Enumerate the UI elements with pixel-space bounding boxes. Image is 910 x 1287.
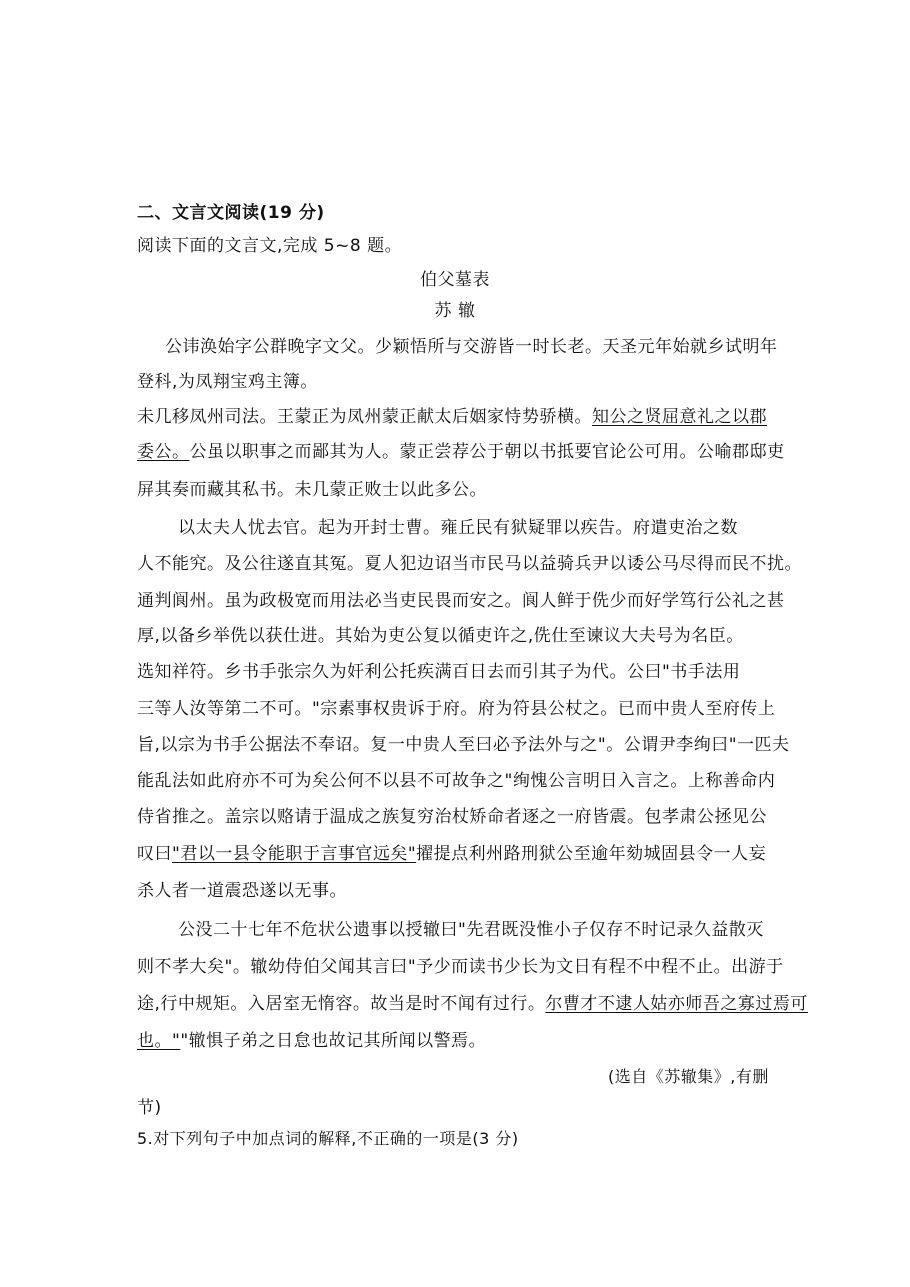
section-title: 二、文言文阅读(19 分) xyxy=(137,203,325,223)
underlined-sentence: 委公。 xyxy=(137,442,190,462)
paragraph-line xyxy=(137,992,808,1016)
paragraph-line xyxy=(137,440,785,464)
paragraph-line: 公讳涣始字公群晚字文父。少颖悟所与交游皆一时长老。天圣元年始就乡试明年 xyxy=(165,337,778,357)
paragraph-line: 则不孝大矣"。辙幼侍伯父闻其言曰"予少而读书少长为文日有程不中程不止。出游于 xyxy=(137,957,784,977)
article-author: 苏 辙 xyxy=(434,301,476,321)
paragraph-line: 侍省推之。盖宗以赂请于温成之族复穷治杖矫命者逐之一府皆震。包孝肃公拯见公 xyxy=(137,807,767,827)
paragraph-line: 公没二十七年不危状公遗事以授辙曰"先君既没惟小子仅存不时记录久益散灭 xyxy=(178,920,764,940)
paragraph-line: 人不能究。及公往遂直其冤。夏人犯边诏当市民马以益骑兵尹以诿公马尽得而民不扰。 xyxy=(137,554,802,574)
paragraph-line: 杀人者一道震恐遂以无事。 xyxy=(137,881,347,901)
text-segment: 擢提点利州路刑狱公至逾年劾城固县令一人妄 xyxy=(416,844,767,864)
paragraph-line xyxy=(137,405,767,429)
underlined-sentence: 也。" xyxy=(137,1031,181,1051)
paragraph-line: 通判阆州。虽为政极宽而用法必当吏民畏而安之。阆人鲜于侁少而好学笃行公礼之甚 xyxy=(137,591,785,611)
paragraph-line: 以太夫人忧去官。起为开封士曹。雍丘民有狱疑罪以疾告。府遣吏治之数 xyxy=(178,518,738,538)
paragraph-line: 厚,以备乡举侁以获仕进。其始为吏公复以循吏许之,侁仕至谏议大夫号为名臣。 xyxy=(137,626,744,646)
paragraph-line xyxy=(137,1029,486,1053)
text-segment: 途,行中规矩。入居室无惰容。故当是时不闻有过行。 xyxy=(137,994,546,1014)
text-segment: 叹曰 xyxy=(137,844,172,864)
paragraph-line: 屏其奏而藏其私书。未几蒙正败士以此多公。 xyxy=(137,480,487,500)
underlined-sentence: 知公之贤屈意礼之以郡 xyxy=(592,407,767,427)
source-note-cont: 节) xyxy=(137,1098,162,1118)
article-title: 伯父墓表 xyxy=(420,270,490,290)
paragraph-line xyxy=(137,842,766,866)
paragraph-line: 三等人汝等第二不可。"宗素事权贵诉于府。府为符县公杖之。已而中贵人至府传上 xyxy=(137,699,776,719)
text-segment: "辙惧子弟之日怠也故记其所闻以警焉。 xyxy=(180,1031,487,1051)
paragraph-line: 登科,为凤翔宝鸡主簿。 xyxy=(137,372,318,392)
text-segment: 公虽以职事之而鄙其为人。蒙正尝荐公于朝以书抵要官论公可用。公喻郡邸吏 xyxy=(189,442,785,462)
instruction: 阅读下面的文言文,完成 5~8 题。 xyxy=(137,236,403,256)
underlined-sentence: 尔曹才不逮人姑亦师吾之寡过焉可 xyxy=(545,994,808,1014)
paragraph-line: 旨,以宗为书手公据法不奉诏。复一中贵人至曰必予法外与之"。公谓尹李绚曰"一匹夫 xyxy=(137,735,790,755)
underlined-sentence: "君以一县令能职于言事官远矣" xyxy=(172,844,417,864)
question-5: 5.对下列句子中加点词的解释,不正确的一项是(3 分) xyxy=(137,1129,519,1148)
paragraph-line: 能乱法如此府亦不可为矣公何不以县不可故争之"绚愧公言明日入言之。上称善命内 xyxy=(137,771,776,791)
source-note: (选自《苏辙集》,有删 xyxy=(608,1067,769,1086)
text-segment: 未几移凤州司法。王蒙正为凤州蒙正献太后姻家恃势骄横。 xyxy=(137,407,592,427)
paragraph-line: 选知祥符。乡书手张宗久为奸利公托疾满百日去而引其子为代。公曰"书手法用 xyxy=(137,662,741,682)
